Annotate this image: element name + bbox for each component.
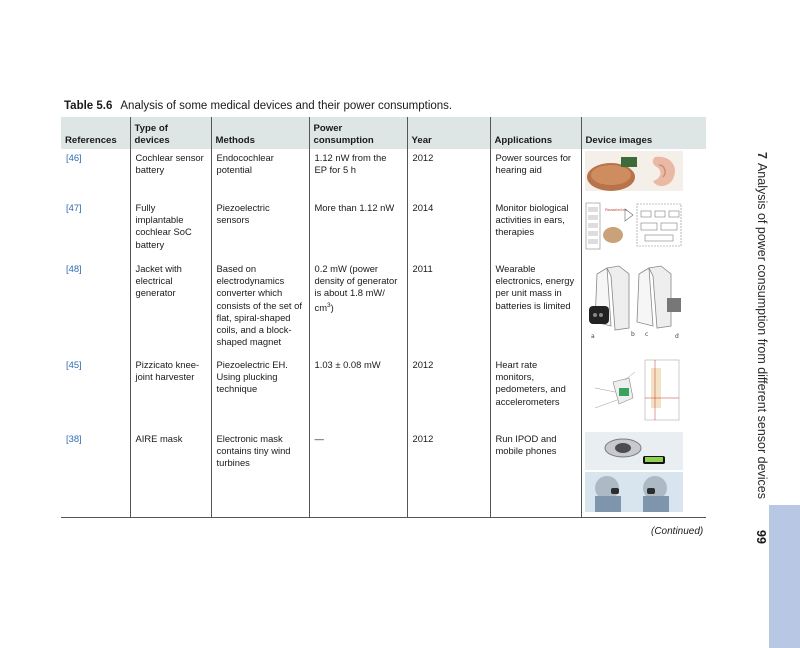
cell-method: Based on electrodynamics converter which consists of the set of flat, spiral-shaped coils, and a block-shaped magnet bbox=[211, 260, 309, 356]
cochlear-battery-photo bbox=[585, 151, 683, 191]
running-header bbox=[755, 152, 769, 522]
img-label-c: c bbox=[644, 331, 648, 338]
cell-power bbox=[309, 260, 407, 356]
table-caption bbox=[64, 100, 452, 112]
cell-type: Pizzicato knee-joint harvester bbox=[130, 356, 211, 430]
power-sup: 3 bbox=[327, 301, 331, 309]
cell-power: 1.12 nW from the EP for 5 h bbox=[309, 149, 407, 199]
cell-type: AIRE mask bbox=[130, 430, 211, 518]
ref-link[interactable]: [45] bbox=[66, 359, 82, 370]
table-row bbox=[61, 260, 706, 356]
cochlear-soc-diagram bbox=[585, 201, 683, 251]
svg-text:Piezoelectric: Piezoelectric bbox=[604, 208, 627, 212]
page-number bbox=[752, 530, 768, 550]
cell-type: Jacket with electrical generator bbox=[130, 260, 211, 356]
col-header-references: References bbox=[61, 117, 130, 149]
cell-year: 2011 bbox=[407, 260, 490, 356]
continued-label: (Continued) bbox=[651, 526, 704, 537]
table-row bbox=[61, 356, 706, 430]
cell-method: Piezoelectric EH. Using plucking technique bbox=[211, 356, 309, 430]
table-caption-text: Analysis of some medical devices and their power consumptions. bbox=[120, 100, 453, 112]
table-header-row bbox=[61, 117, 706, 149]
cell-method: Endocochlear potential bbox=[211, 149, 309, 199]
power-text: 0.2 mW (power density of generator is about 1.8 mW/ bbox=[314, 263, 398, 299]
ref-link[interactable]: [48] bbox=[66, 263, 82, 274]
ref-link[interactable]: [38] bbox=[66, 433, 82, 444]
col-header-power: Power consumption bbox=[309, 117, 407, 149]
col-header-images: Device images bbox=[581, 117, 706, 149]
cell-power: 1.03 ± 0.08 mW bbox=[309, 356, 407, 430]
power-unit: cm bbox=[314, 301, 327, 313]
col-header-methods: Methods bbox=[211, 117, 309, 149]
cell-method: Electronic mask contains tiny wind turbines bbox=[211, 430, 309, 518]
col-header-applications: Applications bbox=[490, 117, 581, 149]
power-end: ) bbox=[330, 301, 334, 313]
table-row bbox=[61, 149, 706, 199]
page-number-text: 99 bbox=[754, 530, 768, 544]
ref-link[interactable]: [46] bbox=[66, 152, 82, 163]
cell-application: Monitor biological activities in ears, therapies bbox=[490, 199, 581, 260]
cell-application: Wearable electronics, energy per unit mass in batteries is limited bbox=[490, 260, 581, 356]
cell-type: Fully implantable cochlear SoC battery bbox=[130, 199, 211, 260]
col-header-year: Year bbox=[407, 117, 490, 149]
cell-year: 2012 bbox=[407, 356, 490, 430]
cell-application: Run IPOD and mobile phones bbox=[490, 430, 581, 518]
cell-method: Piezoelectric sensors bbox=[211, 199, 309, 260]
cell-year: 2014 bbox=[407, 199, 490, 260]
cell-type: Cochlear sensor battery bbox=[130, 149, 211, 199]
cell-application: Heart rate monitors, pedometers, and accelerometers bbox=[490, 356, 581, 430]
cell-application: Power sources for hearing aid bbox=[490, 149, 581, 199]
cell-year: 2012 bbox=[407, 149, 490, 199]
img-label-a: a bbox=[590, 333, 595, 340]
table-row bbox=[61, 430, 706, 518]
img-label-b: b bbox=[630, 331, 635, 338]
table-row bbox=[61, 199, 706, 260]
chapter-title: Analysis of power consumption from different sensor devices bbox=[755, 162, 769, 499]
ref-link[interactable]: [47] bbox=[66, 202, 82, 213]
knee-harvester-diagram bbox=[585, 358, 683, 424]
power-table bbox=[61, 117, 706, 518]
thumb-tab bbox=[769, 505, 800, 648]
cell-power: — bbox=[309, 430, 407, 518]
col-header-type: Type of devices bbox=[130, 117, 211, 149]
img-label-d: d bbox=[674, 333, 679, 340]
aire-mask-render bbox=[585, 432, 683, 512]
jacket-generator-photos bbox=[585, 262, 683, 348]
cell-power: More than 1.12 nW bbox=[309, 199, 407, 260]
chapter-number: 7 bbox=[755, 152, 769, 159]
cell-year: 2012 bbox=[407, 430, 490, 518]
table-number: Table 5.6 bbox=[64, 100, 113, 112]
